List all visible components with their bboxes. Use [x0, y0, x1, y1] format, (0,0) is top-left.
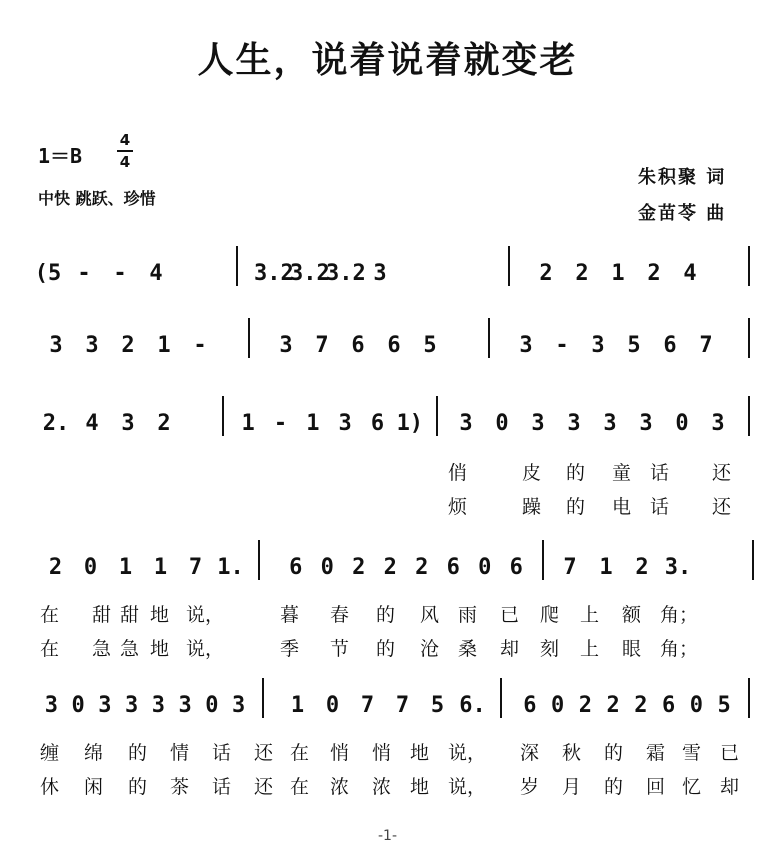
note: 0: [320, 555, 334, 580]
note: 1: [118, 555, 133, 580]
lyric-syllable: 忆: [682, 776, 702, 798]
note: 0: [478, 555, 492, 580]
lyric-syllable: 话: [212, 776, 232, 798]
note: 2: [352, 555, 366, 580]
lyric-syllable: 还: [712, 496, 732, 518]
lyric-syllable: 话: [650, 462, 670, 484]
lyric-syllable: 浓: [372, 776, 392, 798]
note: 2.: [42, 411, 70, 436]
lyric-syllable: 节: [330, 638, 350, 660]
note: 0: [325, 693, 340, 718]
lyricist-credit: 朱积聚 词: [638, 167, 727, 188]
note: 5: [627, 333, 641, 358]
note: -: [555, 333, 569, 358]
barline: [436, 396, 438, 436]
note: 1: [290, 693, 305, 718]
lyric-syllable: 茶: [170, 776, 190, 798]
lyric-syllable: 的: [604, 742, 624, 764]
barline: [248, 318, 250, 358]
note: 7: [395, 693, 410, 718]
note: 3.2: [290, 261, 330, 286]
lyric-syllable: 已: [500, 604, 520, 626]
note: 3: [531, 411, 545, 436]
barline: [748, 318, 750, 358]
note: 3: [125, 693, 139, 718]
note: 0: [495, 411, 509, 436]
lyric-syllable: 沧: [420, 638, 440, 660]
note: 3: [85, 333, 99, 358]
note: 3: [711, 411, 725, 436]
note: 3.: [664, 555, 692, 580]
note: 2: [647, 261, 661, 286]
note: 6: [289, 555, 303, 580]
composer-credit: 金苗苓 曲: [638, 203, 727, 224]
note: 2: [578, 693, 592, 718]
lyric-syllable: 地: [150, 604, 170, 626]
lyric-syllable: 在: [40, 638, 60, 660]
note: 2: [48, 555, 63, 580]
lyric-syllable: 的: [604, 776, 624, 798]
note: 5: [430, 693, 445, 718]
lyric-syllable: 地: [150, 638, 170, 660]
note: 3: [279, 333, 293, 358]
note: 3: [121, 411, 135, 436]
note: 7: [188, 555, 203, 580]
note: 5: [717, 693, 731, 718]
lyric-syllable: 月: [562, 776, 582, 798]
barline: [500, 678, 502, 718]
barline: [508, 246, 510, 286]
note: 6: [523, 693, 537, 718]
lyric-syllable: 暮: [280, 604, 300, 626]
lyric-syllable: 桑: [458, 638, 478, 660]
note: 6: [446, 555, 460, 580]
lyric-syllable: 的: [376, 604, 396, 626]
lyric-syllable: 霜: [646, 742, 666, 764]
lyric-syllable: 休: [40, 776, 60, 798]
lyric-syllable: 刻: [540, 638, 560, 660]
barline: [748, 678, 750, 718]
lyric-syllable: 说，: [186, 604, 225, 626]
note: 3: [603, 411, 617, 436]
note: 3: [459, 411, 473, 436]
barline: [262, 678, 264, 718]
lyric-syllable: 深: [520, 742, 540, 764]
note: 2: [539, 261, 553, 286]
barline: [222, 396, 224, 436]
lyric-syllable: 回: [646, 776, 666, 798]
page-number: -1-: [377, 828, 397, 844]
lyric-syllable: 地: [410, 742, 430, 764]
lyric-syllable: 话: [212, 742, 232, 764]
lyric-syllable: 上: [580, 604, 600, 626]
lyric-syllable: 在: [290, 776, 310, 798]
lyric-syllable: 还: [254, 742, 274, 764]
lyric-syllable: 雨: [458, 604, 478, 626]
barline: [236, 246, 238, 286]
note: 3: [519, 333, 533, 358]
barline: [748, 246, 750, 286]
note: 6: [370, 411, 385, 436]
lyric-syllable: 在: [40, 604, 60, 626]
lyric-syllable: 甜: [120, 604, 140, 626]
lyric-syllable: 电: [612, 496, 632, 518]
lyric-syllable: 皮: [522, 462, 542, 484]
lyric-syllable: 说，: [186, 638, 225, 660]
lyric-syllable: 说，: [448, 742, 487, 764]
lyric-syllable: 额: [622, 604, 642, 626]
note: 2: [415, 555, 429, 580]
lyric-syllable: 的: [128, 742, 148, 764]
note: 2: [606, 693, 620, 718]
note: 1: [241, 411, 255, 436]
note: 3: [639, 411, 653, 436]
note: 1.: [217, 555, 244, 580]
note: 3.2: [254, 261, 294, 286]
lyric-syllable: 岁: [520, 776, 540, 798]
note: -: [193, 333, 207, 358]
note: 1): [396, 411, 424, 436]
note: 4: [85, 411, 99, 436]
note: 3: [591, 333, 605, 358]
lyric-syllable: 急: [92, 638, 112, 660]
lyric-syllable: 话: [650, 496, 670, 518]
barline: [488, 318, 490, 358]
note: 2: [575, 261, 589, 286]
lyric-syllable: 秋: [562, 742, 582, 764]
lyric-syllable: 的: [128, 776, 148, 798]
note: 2: [635, 555, 649, 580]
note: 6: [662, 693, 676, 718]
lyric-syllable: 闲: [84, 776, 104, 798]
lyric-syllable: 烦: [448, 496, 468, 518]
note: 5: [423, 333, 437, 358]
lyric-syllable: 在: [290, 742, 310, 764]
lyric-syllable: 浓: [330, 776, 350, 798]
lyric-syllable: 的: [376, 638, 396, 660]
note: 1: [157, 333, 171, 358]
note: 0: [71, 693, 85, 718]
barline: [542, 540, 544, 580]
note: 6: [509, 555, 523, 580]
lyric-syllable: 俏: [448, 462, 468, 484]
lyric-syllable: 的: [566, 496, 586, 518]
note: 2: [121, 333, 135, 358]
note: -: [113, 261, 127, 286]
note: 3: [98, 693, 112, 718]
note: 1: [599, 555, 613, 580]
note: 1: [306, 411, 320, 436]
song-title: 人生，说着说着就变老: [197, 40, 578, 81]
note: 3: [567, 411, 581, 436]
lyric-syllable: 已: [720, 742, 740, 764]
lyric-syllable: 风: [420, 604, 440, 626]
note: 3: [151, 693, 165, 718]
lyric-syllable: 缠: [40, 742, 60, 764]
lyric-syllable: 角；: [660, 604, 699, 626]
note: 3: [44, 693, 58, 718]
note: 1: [611, 261, 625, 286]
note: (5: [34, 261, 62, 286]
note: 7: [315, 333, 329, 358]
note: 0: [551, 693, 565, 718]
lyric-syllable: 童: [612, 462, 632, 484]
lyric-syllable: 悄: [372, 742, 392, 764]
note: 7: [699, 333, 713, 358]
note: 6: [663, 333, 677, 358]
note: 3: [178, 693, 192, 718]
barline: [752, 540, 754, 580]
note: 3.2: [326, 261, 366, 286]
note: 0: [675, 411, 689, 436]
lyric-syllable: 却: [720, 776, 740, 798]
lyric-syllable: 角；: [660, 638, 699, 660]
note: 6: [351, 333, 365, 358]
note: 2: [157, 411, 171, 436]
key-signature: 1＝B: [38, 144, 83, 168]
note: 4: [683, 261, 697, 286]
lyric-syllable: 却: [500, 638, 520, 660]
note: 0: [205, 693, 219, 718]
lyric-syllable: 地: [410, 776, 430, 798]
lyric-syllable: 春: [330, 604, 350, 626]
note: 7: [563, 555, 577, 580]
note: 0: [83, 555, 98, 580]
barline: [748, 396, 750, 436]
lyric-syllable: 的: [566, 462, 586, 484]
lyric-syllable: 躁: [522, 496, 542, 518]
note: 1: [153, 555, 168, 580]
note: -: [77, 261, 91, 286]
lyric-syllable: 还: [254, 776, 274, 798]
lyric-syllable: 眼: [622, 638, 642, 660]
note: 2: [383, 555, 397, 580]
lyric-syllable: 悄: [330, 742, 350, 764]
lyric-syllable: 还: [712, 462, 732, 484]
note: 3: [232, 693, 246, 718]
note: 6.: [459, 693, 486, 718]
note: 6: [387, 333, 401, 358]
lyric-syllable: 绵: [84, 742, 104, 764]
lyric-syllable: 雪: [682, 742, 702, 764]
note: 4: [149, 261, 163, 286]
note: -: [273, 411, 288, 436]
note: 2: [634, 693, 648, 718]
lyric-syllable: 甜: [92, 604, 112, 626]
note: 3: [338, 411, 352, 436]
time-signature-bottom: 4: [119, 153, 131, 171]
time-signature-top: 4: [119, 131, 131, 149]
lyric-syllable: 急: [120, 638, 140, 660]
note: 3: [49, 333, 63, 358]
lyric-syllable: 情: [170, 742, 190, 764]
note: 3: [373, 261, 387, 286]
lyric-syllable: 季: [280, 638, 300, 660]
barline: [258, 540, 260, 580]
note: 0: [689, 693, 703, 718]
tempo-marking: 中快 跳跃、珍惜: [38, 189, 156, 208]
lyric-syllable: 说，: [448, 776, 487, 798]
lyric-syllable: 爬: [540, 604, 560, 626]
lyric-syllable: 上: [580, 638, 600, 660]
note: 7: [360, 693, 375, 718]
